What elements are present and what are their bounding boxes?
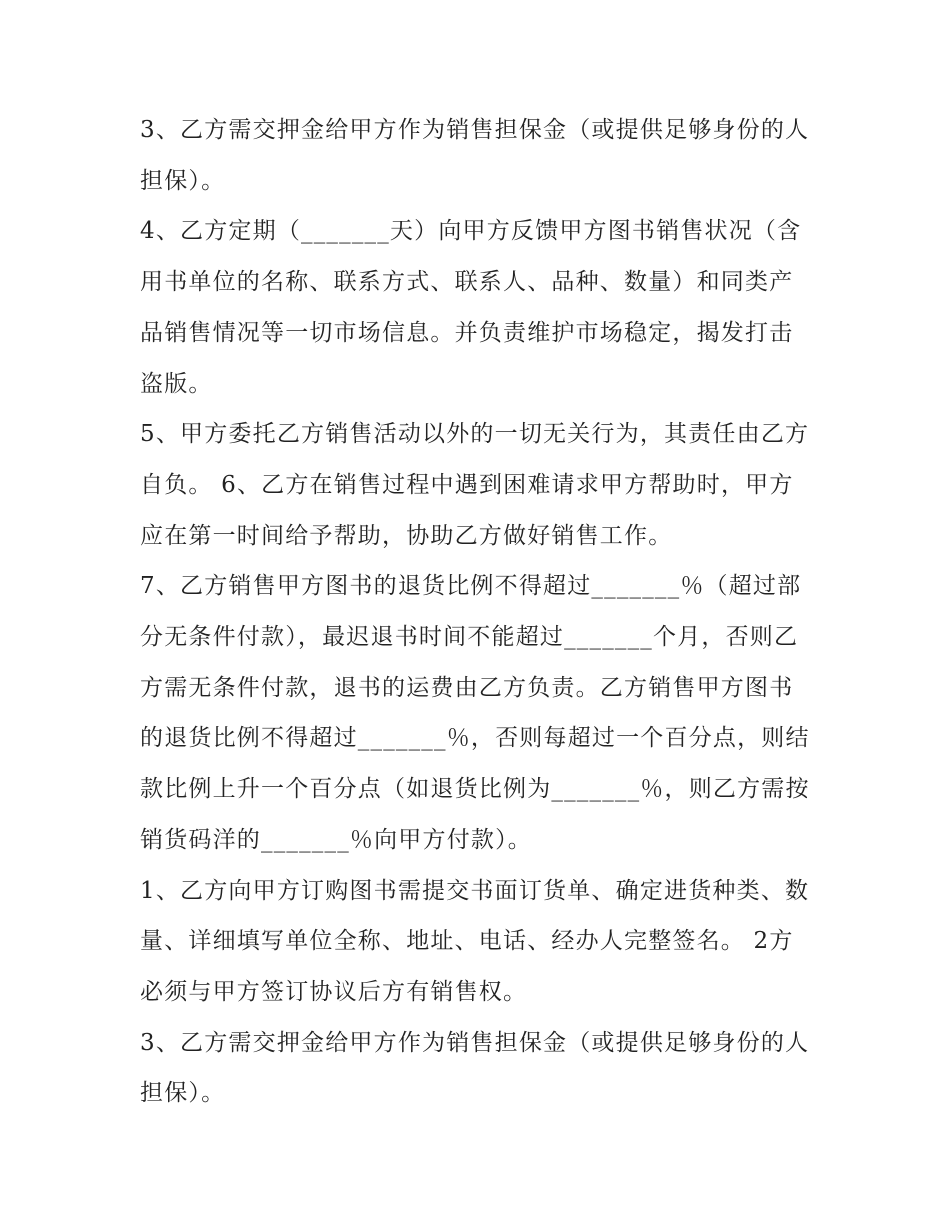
paragraph-responsibility-clause: 5、甲方委托乙方销售活动以外的一切无关行为，其责任由乙方自负。 6、乙方在销售过程中遇到困难请求甲方帮助时，甲方应在第一时间给予帮助，协助乙方做好销售工作。 <box>140 421 810 549</box>
paragraph-order-clause: 1、乙方向甲方订购图书需提交书面订货单、确定进货种类、数量、详细填写单位全称、地址、电话、经办人完整签名。 2方必须与甲方签订协议后方有销售权。 <box>140 877 810 1005</box>
paragraph-deposit-clause-repeat: 3、乙方需交押金给甲方作为销售担保金（或提供足够身份的人担保）。 <box>140 1029 810 1107</box>
document-body <box>140 105 812 1119</box>
paragraph-return-ratio-clause: 7、乙方销售甲方图书的退货比例不得超过_______％（超过部分无条件付款），最迟退书时间不能超过_______个月，否则乙方需无条件付款，退书的运费由乙方负责。乙方销售甲方图书的退货比例不得超过_______％，否则每超过一个百分点，则结款比例上升一个百分点（如退货比例为_______％，则乙方需按销货码洋的_______％向甲方付款）。 <box>140 573 810 853</box>
paragraph-market-feedback-clause: 4、乙方定期（_______天）向甲方反馈甲方图书销售状况（含用书单位的名称、联系方式、联系人、品种、数量）和同类产品销售情况等一切市场信息。并负责维护市场稳定，揭发打击盗版。 <box>140 218 802 397</box>
paragraph-deposit-clause: 3、乙方需交押金给甲方作为销售担保金（或提供足够身份的人担保）。 <box>140 117 810 194</box>
